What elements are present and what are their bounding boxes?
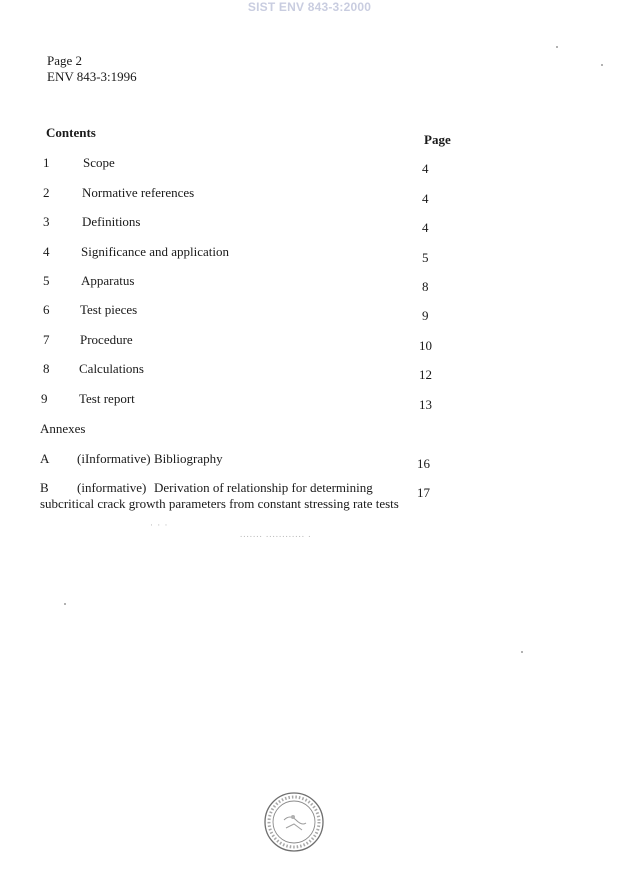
toc-page: 12 bbox=[419, 367, 432, 382]
annex-type: (iInformative) bbox=[77, 451, 151, 466]
scan-noise: ....... ............ . bbox=[240, 529, 312, 539]
watermark: SIST ENV 843-3:2000 bbox=[247, 0, 372, 14]
toc-title: Scope bbox=[83, 155, 115, 170]
toc-row bbox=[0, 302, 619, 322]
toc-page: 4 bbox=[422, 220, 429, 235]
toc-row bbox=[0, 332, 619, 352]
scan-noise: · · · bbox=[150, 520, 169, 530]
contents-heading: Contents bbox=[46, 125, 96, 140]
page-column-heading: Page bbox=[424, 132, 451, 147]
toc-page: 13 bbox=[419, 397, 432, 412]
toc-page: 9 bbox=[422, 308, 429, 323]
toc-number: 1 bbox=[43, 155, 50, 170]
annex-title: Derivation of relationship for determining bbox=[154, 480, 373, 495]
toc-page: 4 bbox=[422, 161, 429, 176]
toc-page: 10 bbox=[419, 338, 432, 353]
toc-title: Normative references bbox=[82, 185, 195, 200]
scan-speck bbox=[601, 64, 603, 66]
annex-title-continuation: subcritical crack growth parameters from constant stressing rate tests bbox=[40, 496, 399, 511]
annexes-heading: Annexes bbox=[40, 421, 86, 436]
annex-page: 16 bbox=[417, 456, 430, 471]
scan-speck bbox=[521, 651, 523, 653]
toc-number: 7 bbox=[43, 332, 50, 347]
toc-page: 5 bbox=[422, 250, 429, 265]
toc-title: Calculations bbox=[79, 361, 144, 376]
toc-row bbox=[0, 244, 619, 264]
toc-page: 4 bbox=[422, 191, 429, 206]
annex-type: (informative) bbox=[77, 480, 147, 495]
scan-speck bbox=[64, 603, 66, 605]
scan-speck bbox=[556, 46, 558, 48]
annex-page: 17 bbox=[417, 485, 430, 500]
page-number: Page 2 bbox=[47, 53, 83, 68]
toc-number: 3 bbox=[43, 214, 50, 229]
toc-title: Procedure bbox=[80, 332, 133, 347]
toc-number: 2 bbox=[43, 185, 50, 200]
annex-letter: B bbox=[40, 480, 49, 495]
toc-number: 9 bbox=[41, 391, 48, 406]
toc-number: 8 bbox=[43, 361, 50, 376]
toc-number: 4 bbox=[43, 244, 50, 259]
seal-stamp bbox=[262, 790, 326, 854]
toc-row bbox=[0, 273, 619, 293]
annex-letter: A bbox=[40, 451, 50, 466]
toc-row bbox=[0, 361, 619, 381]
toc-title: Apparatus bbox=[81, 273, 135, 288]
toc-row bbox=[0, 185, 619, 205]
toc-row bbox=[0, 391, 619, 411]
toc-row bbox=[0, 155, 619, 175]
toc-number: 6 bbox=[43, 302, 50, 317]
toc-number: 5 bbox=[43, 273, 50, 288]
standard-id: ENV 843-3:1996 bbox=[47, 69, 137, 84]
toc-title: Definitions bbox=[82, 214, 141, 229]
toc-page: 8 bbox=[422, 279, 429, 294]
toc-title: Significance and application bbox=[81, 244, 230, 259]
toc-row bbox=[0, 214, 619, 234]
toc-title: Test pieces bbox=[80, 302, 138, 317]
annex-title: Bibliography bbox=[154, 451, 223, 466]
toc-title: Test report bbox=[79, 391, 135, 406]
